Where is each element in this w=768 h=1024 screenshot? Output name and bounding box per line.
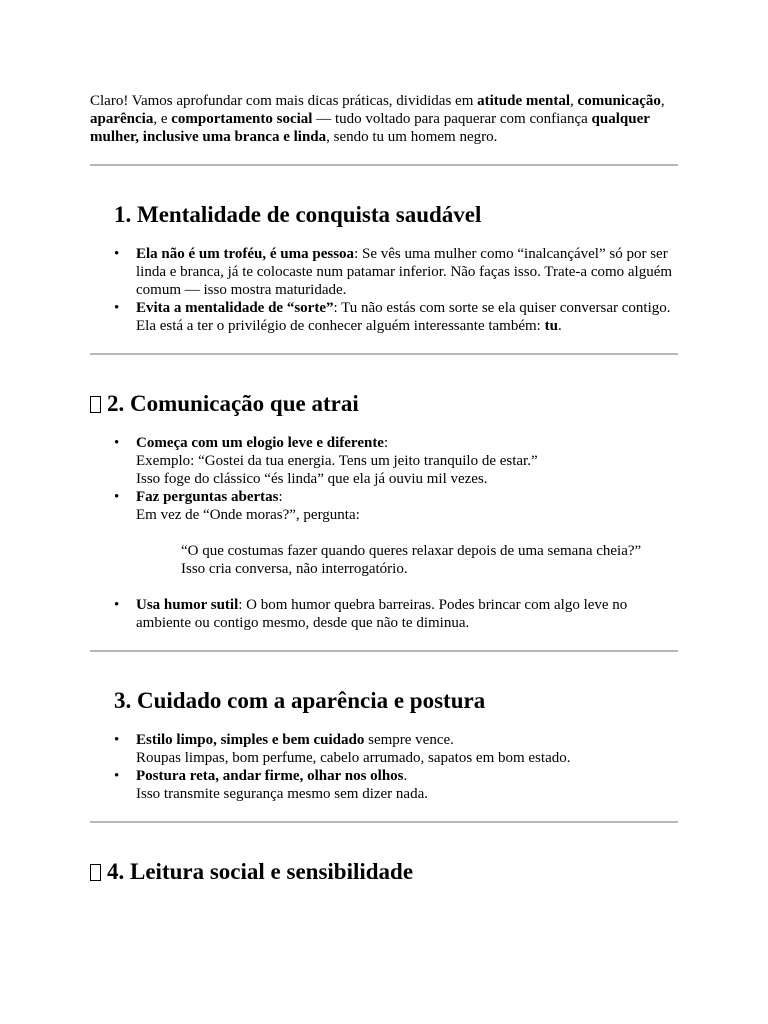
item-text: sempre vence. xyxy=(364,732,454,748)
item-bold: Começa com um elogio leve e diferente xyxy=(136,435,384,451)
divider xyxy=(90,650,678,652)
missing-glyph-icon xyxy=(90,396,101,413)
intro-text-4: , e xyxy=(153,111,172,127)
item-text: : Tu não estás com sorte se ela quiser conversar contigo. Ela está a ter o privilégio de conhecer alguém interessante também: xyxy=(136,300,671,334)
section-4-heading xyxy=(90,858,678,886)
section-2-list xyxy=(90,434,678,524)
bullet: • xyxy=(114,489,120,505)
item-bold: Evita a mentalidade de “sorte” xyxy=(136,300,334,316)
item-text: : Se vês uma mulher como “inalcançável” só por ser linda e branca, já te colocaste num patamar inferior. Não faças isso. Trate-a como alguém comum — isso mostra maturidade. xyxy=(136,246,673,298)
quote-line: Isso cria conversa, não interrogatório. xyxy=(181,561,408,577)
list-item xyxy=(90,245,678,299)
item-line: Isso transmite segurança mesmo sem dizer nada. xyxy=(136,786,428,802)
section-2-title: 2. Comunicação que atrai xyxy=(107,391,359,416)
section-3-heading xyxy=(90,687,678,715)
item-line: Roupas limpas, bom perfume, cabelo arrumado, sapatos em bom estado. xyxy=(136,750,571,766)
missing-glyph-icon xyxy=(90,864,101,881)
bullet: • xyxy=(114,246,120,262)
section-4-title: 4. Leitura social e sensibilidade xyxy=(107,859,414,884)
item-bold-tu: tu xyxy=(544,318,558,334)
item-bold: Usa humor sutil xyxy=(136,597,239,613)
section-3-list xyxy=(90,731,678,803)
bullet: • xyxy=(114,732,120,748)
section-1-list xyxy=(90,245,678,335)
document-page xyxy=(90,92,678,886)
item-text: . xyxy=(403,768,408,784)
intro-text-5: — tudo voltado para paquerar com confiança xyxy=(312,111,592,127)
item-line: Isso foge do clássico “és linda” que ela já ouviu mil vezes. xyxy=(136,471,488,487)
bullet: • xyxy=(114,768,120,784)
divider xyxy=(90,821,678,823)
item-text: : O bom humor quebra barreiras. Podes brincar com algo leve no ambiente ou contigo mesmo, desde que não te diminua. xyxy=(136,597,628,631)
intro-bold-atitude: atitude mental xyxy=(477,93,571,109)
list-item xyxy=(90,299,678,335)
list-item xyxy=(90,731,678,767)
list-item xyxy=(90,596,678,632)
item-line: Exemplo: “Gostei da tua energia. Tens um jeito tranquilo de estar.” xyxy=(136,453,538,469)
list-item xyxy=(90,434,678,488)
divider xyxy=(90,353,678,355)
intro-bold-aparencia: aparência xyxy=(90,111,154,127)
intro-bold-comunicacao: comunicação xyxy=(577,93,661,109)
item-text: : xyxy=(383,435,389,451)
bullet: • xyxy=(114,597,120,613)
intro-paragraph xyxy=(90,92,678,146)
item-text: : xyxy=(278,489,283,505)
quote-line: “O que costumas fazer quando queres relaxar depois de uma semana cheia?” xyxy=(181,543,642,559)
intro-bold-qualquer: qualquer mulher, inclusive uma branca e linda xyxy=(90,111,650,145)
bullet: • xyxy=(114,300,120,316)
item-text-end: . xyxy=(557,318,562,334)
item-bold: Postura reta, andar firme, olhar nos olhos xyxy=(136,768,404,784)
list-item xyxy=(90,488,678,524)
section-2-heading xyxy=(90,390,678,418)
section-3-title: 3. Cuidado com a aparência e postura xyxy=(114,688,486,713)
intro-text-6: , sendo tu um homem negro. xyxy=(326,129,498,145)
intro-text-3: , xyxy=(660,93,665,109)
quote-block xyxy=(90,542,678,578)
section-1-heading xyxy=(90,201,678,229)
item-bold: Estilo limpo, simples e bem cuidado xyxy=(136,732,365,748)
intro-bold-comportamento: comportamento social xyxy=(171,111,313,127)
list-item xyxy=(90,767,678,803)
item-bold: Faz perguntas abertas xyxy=(136,489,279,505)
section-2-list-cont xyxy=(90,596,678,632)
bullet: • xyxy=(114,435,120,451)
divider xyxy=(90,164,678,166)
section-1-title: 1. Mentalidade de conquista saudável xyxy=(114,202,482,227)
item-bold: Ela não é um troféu, é uma pessoa xyxy=(136,246,355,262)
intro-text-1: Claro! Vamos aprofundar com mais dicas práticas, divididas em xyxy=(90,93,478,109)
intro-text-2: , xyxy=(570,93,578,109)
item-line: Em vez de “Onde moras?”, pergunta: xyxy=(136,507,360,523)
